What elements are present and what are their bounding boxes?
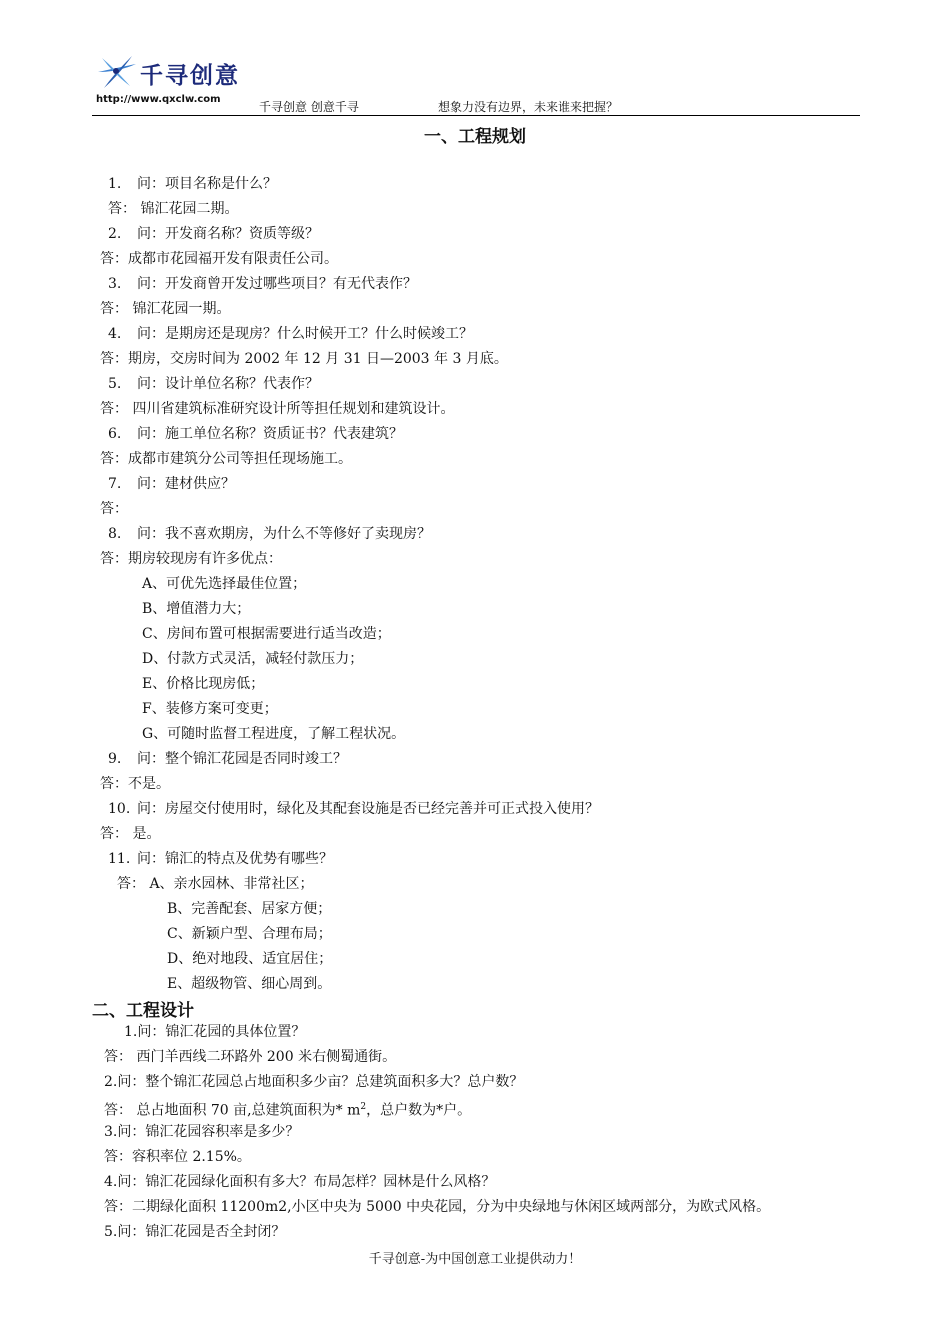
answer-7: 答：: [100, 501, 128, 517]
question-text: 问：开发商曾开发过哪些项目？有无代表作？: [137, 276, 417, 292]
answer-6: 答：成都市建筑分公司等担任现场施工。: [100, 451, 352, 467]
question-3: [108, 275, 417, 293]
question-number: 1.: [108, 176, 122, 192]
header-slogan-right: 想象力没有边界，未来谁来把握？: [438, 100, 619, 114]
question-number: 8.: [108, 526, 122, 542]
design-question-1: 1.问：锦汇花园的具体位置？: [124, 1024, 306, 1040]
answer-2: 答：成都市花园福开发有限责任公司。: [100, 251, 338, 267]
list-item: D、绝对地段、适宜居住；: [167, 951, 333, 967]
question-number: 4.: [108, 326, 122, 342]
answer-3: 答： 锦汇花园一期。: [100, 301, 231, 317]
answer-8: 答：期房较现房有许多优点：: [100, 551, 282, 567]
page-header: [92, 48, 860, 116]
question-text: 问：是期房还是现房？什么时候开工？什么时候竣工？: [137, 326, 473, 342]
list-item: D、付款方式灵活，减轻付款压力；: [142, 651, 364, 667]
answer-text: 答： 总占地面积 70 亩,总建筑面积为* m: [104, 1102, 361, 1119]
answer-5: 答： 四川省建筑标准研究设计所等担任规划和建筑设计。: [100, 401, 455, 417]
answer-11: 答： A、亲水园林、非常社区；: [117, 876, 314, 892]
header-slogan-left: 千寻创意 创意千寻: [259, 100, 359, 114]
list-item: E、超级物管、细心周到。: [167, 976, 332, 992]
list-item: B、增值潜力大；: [142, 601, 251, 617]
question-number: 9.: [108, 751, 122, 767]
design-answer-1: 答： 西门羊西线二环路外 200 米右侧蜀通街。: [104, 1049, 397, 1065]
list-item: C、新颖户型、合理布局；: [167, 926, 332, 942]
question-number: 5.: [108, 376, 122, 392]
answer-9: 答：不是。: [100, 776, 170, 792]
question-2: [108, 225, 319, 243]
question-9: [108, 750, 347, 768]
question-6: [108, 425, 403, 443]
question-number: 7.: [108, 476, 122, 492]
question-text: 问：设计单位名称？代表作？: [137, 376, 319, 392]
design-question-4: 4.问：锦汇花园绿化面积有多大？布局怎样？园林是什么风格？: [104, 1174, 496, 1190]
question-text: 问：建材供应？: [137, 476, 235, 492]
question-10: [108, 800, 599, 818]
list-item: F、装修方案可变更；: [142, 701, 278, 717]
design-question-5: 5.问：锦汇花园是否全封闭？: [104, 1224, 286, 1240]
list-item: G、可随时监督工程进度，了解工程状况。: [142, 726, 406, 742]
logo-url: http://www.qxclw.com: [96, 94, 221, 105]
question-text: 问：锦汇的特点及优势有哪些？: [137, 851, 333, 867]
answer-10: 答： 是。: [100, 826, 161, 842]
question-text: 问：整个锦汇花园是否同时竣工？: [137, 751, 347, 767]
list-item: B、完善配套、居家方便；: [167, 901, 332, 917]
question-number: 11.: [108, 851, 131, 867]
question-1: [108, 175, 277, 193]
question-11: [108, 850, 333, 868]
list-item: E、价格比现房低；: [142, 676, 265, 692]
design-question-2: 2.问：整个锦汇花园总占地面积多少亩？总建筑面积多大？总户数？: [104, 1074, 524, 1090]
question-4: [108, 325, 473, 343]
header-divider: [92, 115, 860, 116]
answer-1: 答： 锦汇花园二期。: [108, 201, 239, 217]
question-text: 问：开发商名称？资质等级？: [137, 226, 319, 242]
superscript: 2: [360, 1102, 367, 1112]
question-text: 问：房屋交付使用时，绿化及其配套设施是否已经完善并可正式投入使用？: [137, 801, 599, 817]
question-text: 问：项目名称是什么？: [137, 176, 277, 192]
answer-text: ，总户数为*户。: [366, 1102, 472, 1119]
answer-4: 答：期房，交房时间为 2002 年 12 月 31 日—2003 年 3 月底。: [100, 351, 508, 367]
section1-title: 一、工程规划: [424, 127, 526, 147]
question-number: 3.: [108, 276, 122, 292]
logo-star-icon: [96, 52, 138, 92]
question-7: [108, 475, 235, 493]
design-question-3: 3.问：锦汇花园容积率是多少？: [104, 1124, 300, 1140]
list-item: A、可优先选择最佳位置；: [142, 576, 307, 592]
design-answer-3: 答：容积率位 2.15%。: [104, 1149, 251, 1165]
question-text: 问：施工单位名称？资质证书？代表建筑？: [137, 426, 403, 442]
page-footer: 千寻创意-为中国创意工业提供动力！: [368, 1252, 582, 1267]
question-8: [108, 525, 431, 543]
design-answer-4: 答：二期绿化面积 11200m2,小区中央为 5000 中央花园，分为中央绿地与休闲区域两部分，为欧式风格。: [104, 1199, 771, 1215]
section2-title: 二、工程设计: [92, 1001, 194, 1021]
question-number: 10.: [108, 801, 131, 817]
question-text: 问：我不喜欢期房，为什么不等修好了卖现房？: [137, 526, 431, 542]
question-5: [108, 375, 319, 393]
logo-name: 千寻创意: [140, 63, 240, 89]
list-item: C、房间布置可根据需要进行适当改造；: [142, 626, 391, 642]
question-number: 2.: [108, 226, 122, 242]
question-number: 6.: [108, 426, 122, 442]
design-answer-2: [104, 1098, 471, 1120]
